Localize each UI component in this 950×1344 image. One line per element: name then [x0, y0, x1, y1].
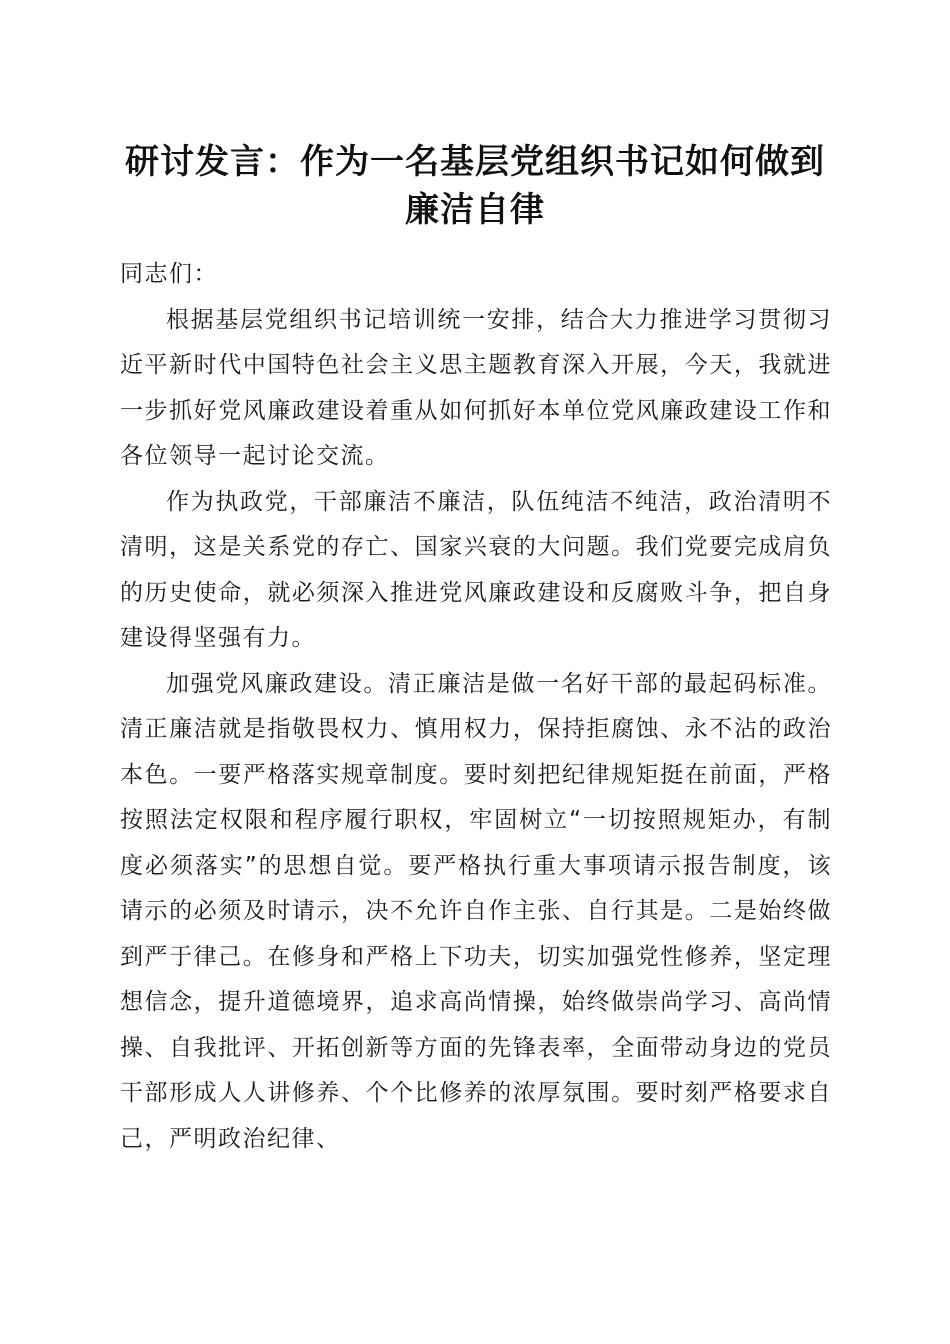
- document-body: [120, 252, 832, 1162]
- title-line-1: 研讨发言：作为一名基层党组织书记如何做到: [125, 142, 825, 182]
- title-line-2: 廉洁自律: [405, 190, 545, 230]
- paragraph-1: 根据基层党组织书记培训统一安排，结合大力推进学习贯彻习近平新时代中国特色社会主义思主题教育深入开展，今天，我就进一步抓好党风廉政建设着重从如何抓好本单位党风廉政建设工作和各位领导一起讨论交流。: [120, 306, 832, 469]
- paragraph-2: 作为执政党，干部廉洁不廉洁，队伍纯洁不纯洁，政治清明不清明，这是关系党的存亡、国家兴衰的大问题。我们党要完成肩负的历史使命，就必须深入推进党风廉政建设和反腐败斗争，把自身建设得坚强有力。: [120, 488, 832, 651]
- document-title: [100, 138, 850, 234]
- salutation: 同志们：: [120, 261, 218, 287]
- paragraph-3: 加强党风廉政建设。清正廉洁是做一名好干部的最起码标准。清正廉洁就是指敬畏权力、慎用权力，保持拒腐蚀、永不沾的政治本色。一要严格落实规章制度。要时刻把纪律规矩挺在前面，严格按照法定权限和程序履行职权，牢固树立“一切按照规矩办，有制度必须落实”的思想自觉。要严格执行重大事项请示报告制度，该请示的必须及时请示，决不允许自作主张、自行其是。二是始终做到严于律己。在修身和严格上下功夫，切实加强党性修养，坚定理想信念，提升道德境界，追求高尚情操，始终做崇尚学习、高尚情操、自我批评、开拓创新等方面的先锋表率，全面带动身边的党员干部形成人人讲修养、个个比修养的浓厚氛围。要时刻严格要求自己，严明政治纪律、: [120, 670, 832, 1152]
